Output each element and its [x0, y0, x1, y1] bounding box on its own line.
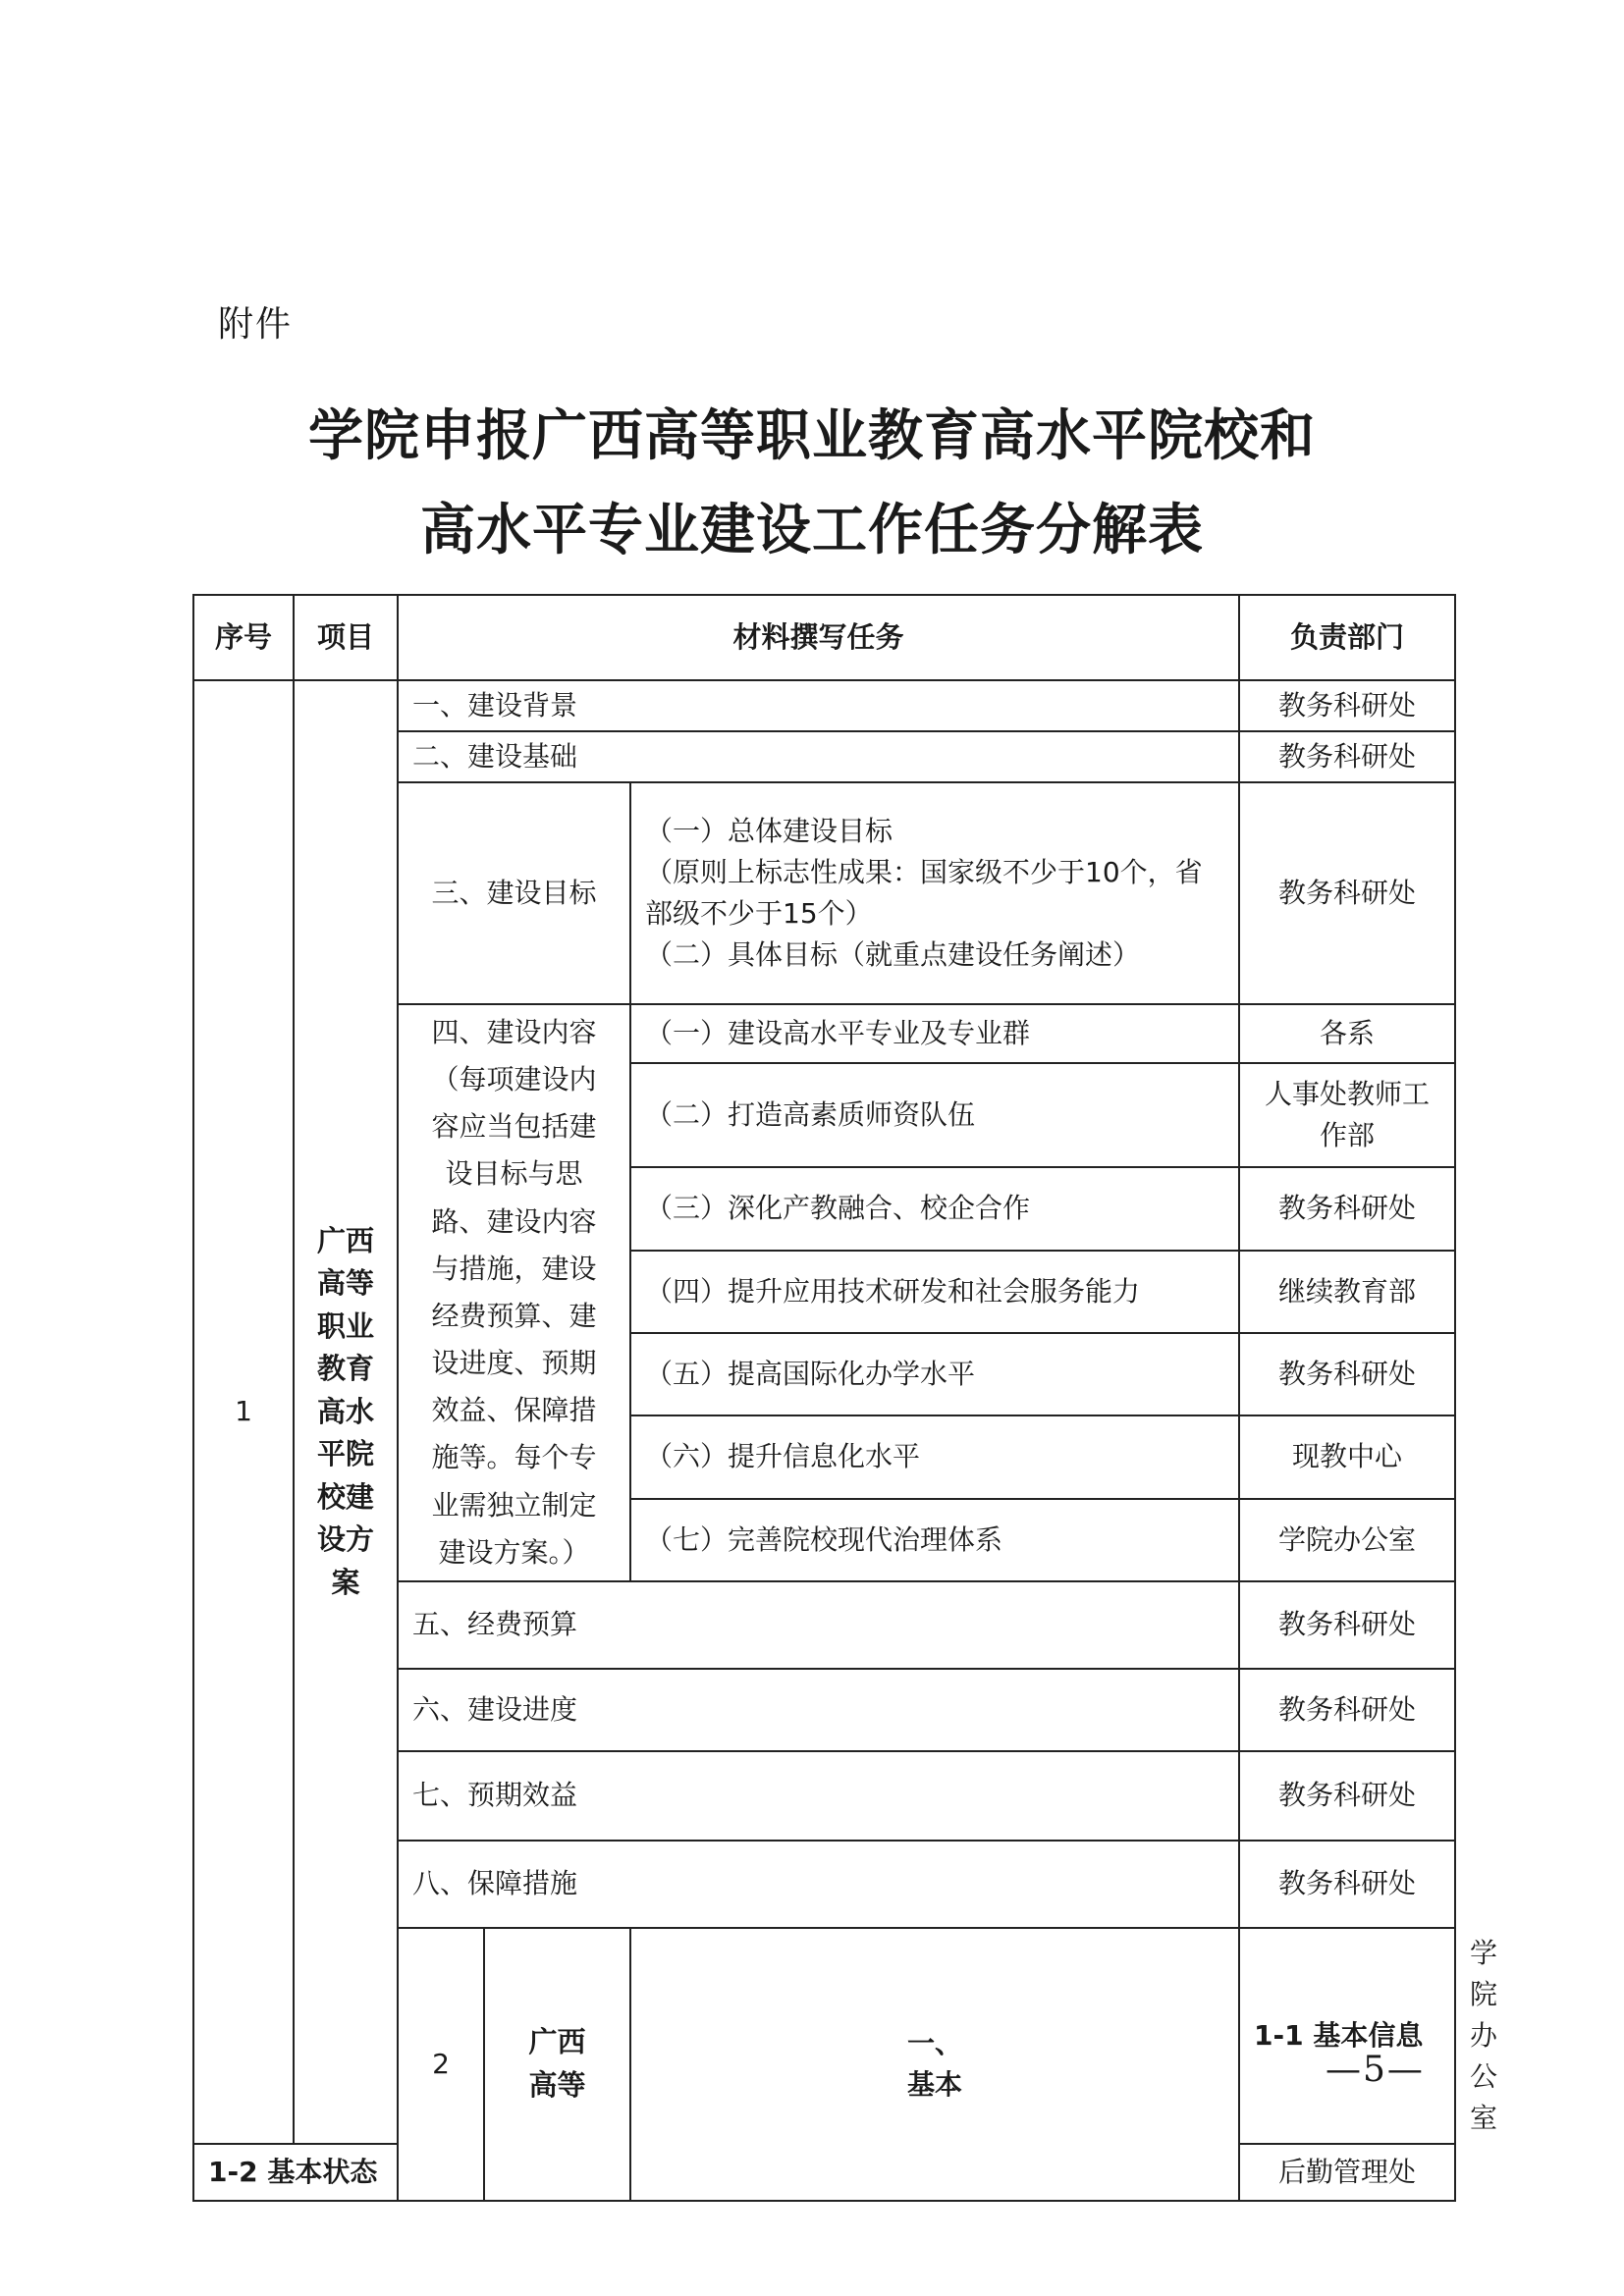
task-cell: （七）完善院校现代治理体系 — [630, 1499, 1239, 1581]
header-dept: 负责部门 — [1239, 595, 1455, 680]
dept-cell: 各系 — [1239, 1004, 1455, 1063]
table-header-row — [193, 595, 1455, 680]
task-cell: （一）建设高水平专业及专业群 — [630, 1004, 1239, 1063]
task-cell: 八、保障措施 — [398, 1841, 1239, 1928]
task-cell: 一、建设背景 — [398, 680, 1239, 731]
document-title-line-2: 高水平专业建设工作任务分解表 — [420, 498, 1204, 562]
dept-cell: 教务科研处 — [1239, 1167, 1455, 1251]
dept-cell: 人事处教师工作部 — [1239, 1063, 1455, 1167]
task-cell: 1-2 基本状态 — [193, 2144, 398, 2201]
task-cell: （二）打造高素质师资队伍 — [630, 1063, 1239, 1167]
header-no: 序号 — [193, 595, 294, 680]
task-cell: （三）深化产教融合、校企合作 — [630, 1167, 1239, 1251]
task-cell: 二、建设基础 — [398, 731, 1239, 782]
task-cell: （五）提高国际化办学水平 — [630, 1333, 1239, 1415]
header-project: 项目 — [294, 595, 398, 680]
task-cell: 五、经费预算 — [398, 1581, 1239, 1669]
goal-detail-cell — [630, 782, 1239, 1004]
dept-cell: 现教中心 — [1239, 1415, 1455, 1499]
table-row — [193, 680, 1455, 731]
table-row: 2 广西 高等 一、 基本 1-1 基本信息 学院办公室 — [193, 1928, 1455, 2144]
project-name-cell: 广西 高等 职业 教育 高水 平院 校建 设方 案 — [294, 680, 398, 2144]
row-number: 2 — [398, 1928, 484, 2201]
row-number: 1 — [193, 680, 294, 2144]
dept-cell: 继续教育部 — [1239, 1251, 1455, 1333]
dept-cell: 教务科研处 — [1239, 1581, 1455, 1669]
sub-category-cell: 一、 基本 — [630, 1928, 1239, 2201]
goal-line: （一）总体建设目标 — [645, 815, 893, 847]
project-name-cell: 广西 高等 — [484, 1928, 630, 2201]
task-cell: 六、建设进度 — [398, 1669, 1239, 1751]
task-cell: 七、预期效益 — [398, 1751, 1239, 1841]
dept-cell: 后勤管理处 — [1239, 2144, 1455, 2201]
task-cell: （六）提升信息化水平 — [630, 1415, 1239, 1499]
dept-cell: 教务科研处 — [1239, 1669, 1455, 1751]
dept-cell: 教务科研处 — [1239, 1751, 1455, 1841]
header-task: 材料撰写任务 — [398, 595, 1239, 680]
dept-cell: 教务科研处 — [1239, 1333, 1455, 1415]
task-cell: （四）提升应用技术研发和社会服务能力 — [630, 1251, 1239, 1333]
goal-label-cell: 三、建设目标 — [398, 782, 630, 1004]
attachment-label: 附件 — [218, 304, 294, 345]
goal-line: （原则上标志性成果：国家级不少于10个，省部级不少于15个） — [645, 856, 1203, 930]
document-title-line-1: 学院申报广西高等职业教育高水平院校和 — [308, 403, 1316, 468]
dept-cell: 教务科研处 — [1239, 680, 1455, 731]
dept-cell: 教务科研处 — [1239, 782, 1455, 1004]
dept-cell: 学院办公室 — [1239, 1499, 1455, 1581]
dept-cell: 教务科研处 — [1239, 731, 1455, 782]
goal-line: （二）具体目标（就重点建设任务阐述） — [645, 938, 1141, 971]
page-number: —5— — [1326, 2050, 1425, 2090]
dept-cell: 教务科研处 — [1239, 1841, 1455, 1928]
task-breakdown-table — [192, 594, 1498, 2202]
task-cell: 1-1 基本信息 — [1239, 1928, 1455, 2144]
content-label-cell: 四、建设内容 （每项建设内容应当包括建设目标与思路、建设内容与措施，建设经费预算、建设进度、预期效益、保障措施等。每个专业需独立制定建设方案。） — [398, 1004, 630, 1581]
